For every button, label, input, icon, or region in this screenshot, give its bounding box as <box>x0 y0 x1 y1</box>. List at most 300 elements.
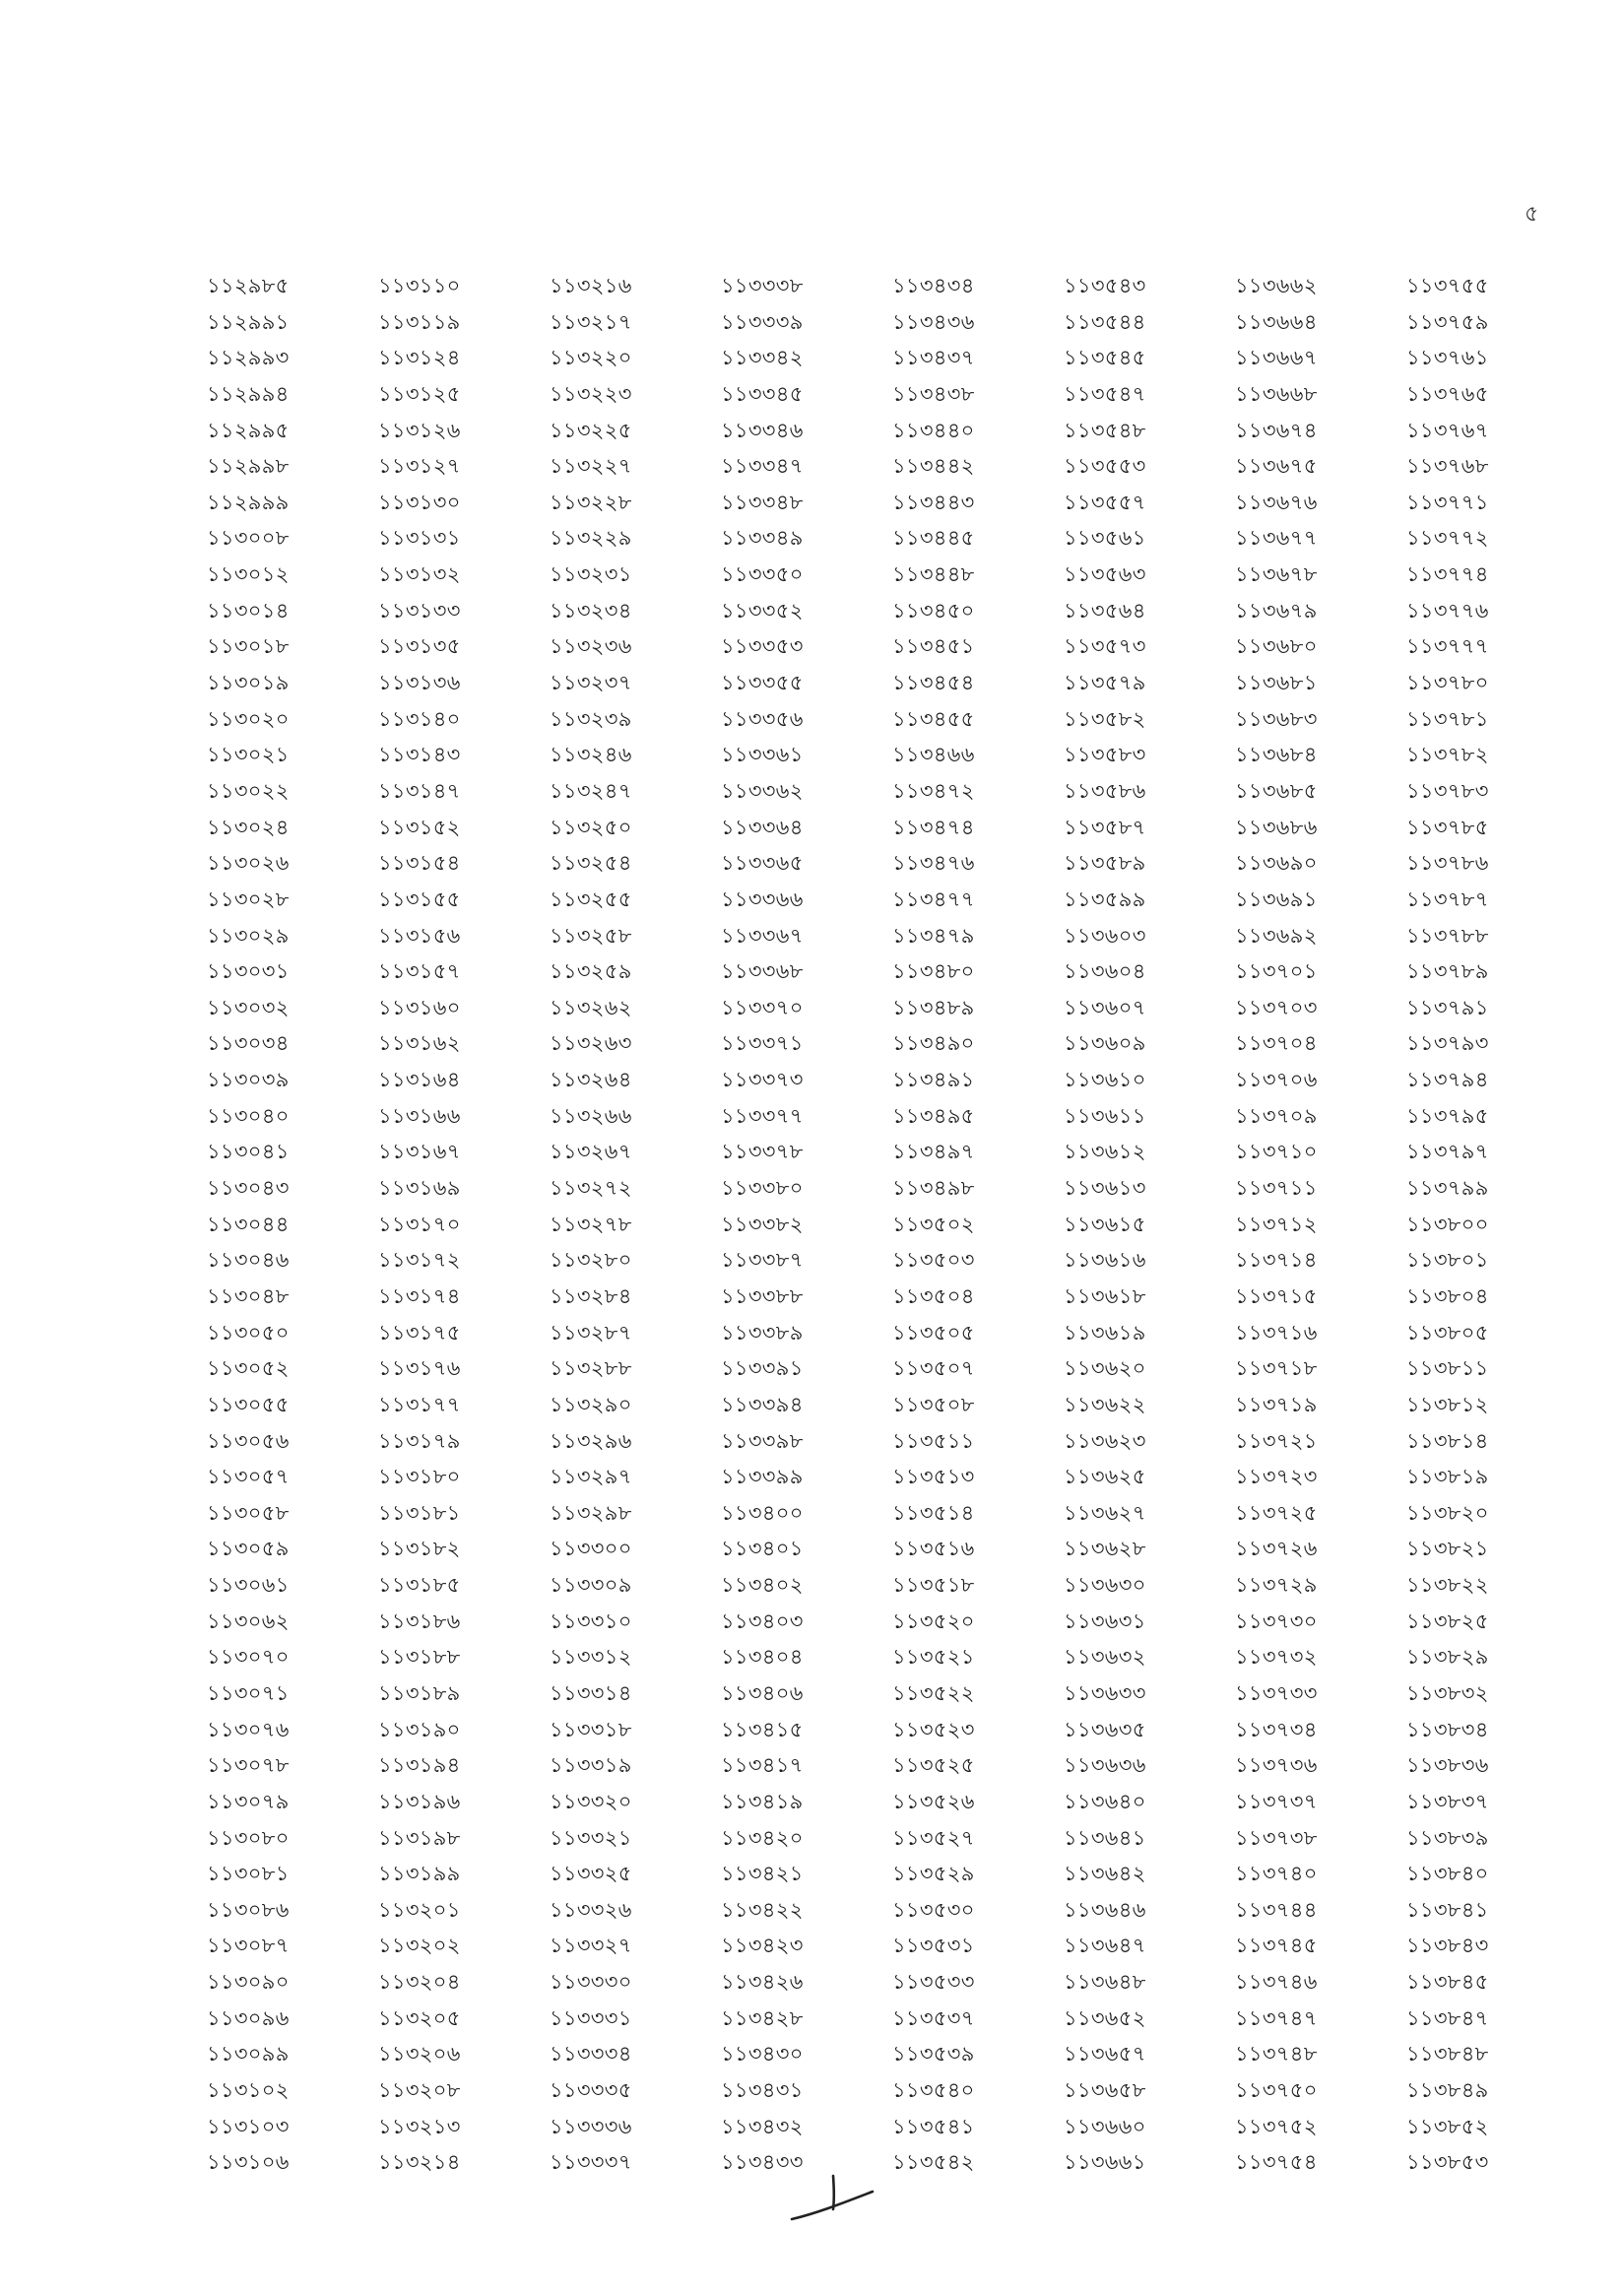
roll-number: ১১৩৩৫২ <box>721 598 804 623</box>
roll-number: ১১৩৩৬৪ <box>721 815 804 839</box>
roll-number: ১১৩৭৮৩ <box>1406 778 1489 803</box>
roll-number: ১১৩৮০১ <box>1406 1248 1489 1273</box>
roll-number: ১১৩৪৪২ <box>892 454 975 479</box>
roll-number: ১১৩২৪৬ <box>550 743 632 767</box>
roll-number: ১১৩৪২২ <box>721 1897 804 1922</box>
roll-number: ১১৩৭৪৬ <box>1235 1970 1318 1995</box>
roll-number: ১১৩১১০ <box>378 274 461 297</box>
roll-number: ১১৩৫১৩ <box>892 1465 975 1489</box>
roll-number: ১১৩১৮৫ <box>378 1573 461 1598</box>
roll-number: ১১৩৮৩৪ <box>1406 1717 1489 1741</box>
roll-number: ১১৩০৫০ <box>207 1320 290 1345</box>
roll-number: ১১৩২৬২ <box>550 995 632 1019</box>
roll-number: ১১৩০৩২ <box>207 995 290 1019</box>
roll-number: ১১৩০২১ <box>207 743 290 767</box>
roll-number: ১১৩২৭৮ <box>550 1212 632 1236</box>
roll-number: ১১৩৩১৪ <box>550 1680 632 1705</box>
roll-number: ১১৩৭১২ <box>1235 1212 1318 1236</box>
roll-number: ১১৩০৪৩ <box>207 1176 290 1201</box>
roll-number: ১১৩৪৪৮ <box>892 562 975 587</box>
roll-number: ১১৩৭৬৮ <box>1406 454 1489 479</box>
roll-number: ১১৩১৮১ <box>378 1500 461 1525</box>
roll-number: ১১৩২১৪ <box>378 2150 461 2175</box>
roll-number: ১১৩২৮৪ <box>550 1283 632 1308</box>
roll-number: ১১৩২১৬ <box>550 274 632 297</box>
roll-number: ১১৩৩৭০ <box>721 995 804 1019</box>
roll-number: ১১৩২১৩ <box>378 2114 461 2138</box>
roll-number: ১১৩৩৯৯ <box>721 1465 804 1489</box>
roll-number: ১১২৯৯৮ <box>207 454 290 479</box>
roll-number: ১১৩৬৬০ <box>1064 2114 1146 2138</box>
roll-number: ১১৩৫৭৩ <box>1064 634 1146 659</box>
roll-number: ১১৩২৯৭ <box>550 1465 632 1489</box>
roll-number: ১১৩১০২ <box>207 2078 290 2103</box>
roll-number: ১১৩৭৯৩ <box>1406 1031 1489 1056</box>
roll-number: ১১৩৮৪৮ <box>1406 2042 1489 2066</box>
roll-number: ১১৩৭৯৯ <box>1406 1176 1489 1201</box>
roll-number: ১১৩৬৮৪ <box>1235 743 1318 767</box>
roll-number: ১১৩৩৭৩ <box>721 1068 804 1092</box>
roll-number: ১১৩৮৪৩ <box>1406 1934 1489 1958</box>
roll-number: ১১৩৪৩৭ <box>892 346 975 370</box>
roll-number: ১১৩২০৬ <box>378 2042 461 2066</box>
results-column-7 <box>1235 268 1406 2181</box>
results-column-1 <box>207 268 378 2181</box>
roll-number: ১১৩৮০৪ <box>1406 1283 1489 1308</box>
roll-number: ১১৩১২৫ <box>378 381 461 406</box>
roll-number: ১১৩৬০৪ <box>1064 959 1146 984</box>
roll-number: ১১৩১৯০ <box>378 1717 461 1741</box>
roll-number: ১১৩৮১২ <box>1406 1392 1489 1416</box>
roll-number: ১১৩১৪৩ <box>378 743 461 767</box>
roll-number: ১১৩৫৮৬ <box>1064 778 1146 803</box>
roll-number: ১১৩৩৬৭ <box>721 923 804 948</box>
roll-number: ১১৩০৩৯ <box>207 1068 290 1092</box>
roll-number: ১১৩৬৪৮ <box>1064 1970 1146 1995</box>
roll-number: ১১৩৮৩৯ <box>1406 1825 1489 1850</box>
roll-number: ১১৩৭৮৫ <box>1406 815 1489 839</box>
roll-number: ১১৩৭৩২ <box>1235 1645 1318 1670</box>
roll-number: ১১৩৭৭৬ <box>1406 598 1489 623</box>
roll-number: ১১৩২২৫ <box>550 418 632 442</box>
roll-number: ১১৩৭৪৫ <box>1235 1934 1318 1958</box>
roll-number: ১১৩৭৬৫ <box>1406 381 1489 406</box>
roll-number: ১১৩৪২১ <box>721 1862 804 1886</box>
roll-number: ১১৩৪৯৮ <box>892 1176 975 1201</box>
roll-number: ১১৩৭০১ <box>1235 959 1318 984</box>
roll-number: ১১৩৩৯৪ <box>721 1392 804 1416</box>
roll-number: ১১৩৮০০ <box>1406 1212 1489 1236</box>
roll-number: ১১৩৩৩১ <box>550 2005 632 2030</box>
roll-number: ১১৩১৫৪ <box>378 851 461 876</box>
roll-number: ১১৩৮২২ <box>1406 1573 1489 1598</box>
roll-number: ১১৩১৮৬ <box>378 1608 461 1633</box>
roll-number: ১১৩৭২৯ <box>1235 1573 1318 1598</box>
roll-number: ১১৩৬২৩ <box>1064 1428 1146 1453</box>
roll-number: ১১৩৮২১ <box>1406 1537 1489 1561</box>
roll-number: ১১৩১৭৭ <box>378 1392 461 1416</box>
roll-number: ১১৩৪৪৫ <box>892 526 975 551</box>
roll-number: ১১৩৬২০ <box>1064 1356 1146 1381</box>
roll-number: ১১৩০৪১ <box>207 1140 290 1164</box>
roll-number: ১১৩৭৫০ <box>1235 2078 1318 2103</box>
roll-number: ১১৩৭৮২ <box>1406 743 1489 767</box>
roll-number: ১১৩৫২৫ <box>892 1753 975 1778</box>
roll-number: ১১৩৭১৯ <box>1235 1392 1318 1416</box>
roll-number: ১১৩২৯৬ <box>550 1428 632 1453</box>
roll-number: ১১৩০২৯ <box>207 923 290 948</box>
roll-number: ১১৩১৫২ <box>378 815 461 839</box>
roll-number: ১১৩১৬৭ <box>378 1140 461 1164</box>
roll-number: ১১৩১৩২ <box>378 562 461 587</box>
roll-number: ১১৩৩৫৫ <box>721 671 804 695</box>
roll-number: ১১৩৪০৩ <box>721 1608 804 1633</box>
roll-number: ১১৩৫১৮ <box>892 1573 975 1598</box>
roll-number: ১১৩৮৩২ <box>1406 1680 1489 1705</box>
roll-number: ১১৩৬৭৫ <box>1235 454 1318 479</box>
roll-number: ১১৩৬১১ <box>1064 1103 1146 1128</box>
roll-number: ১১৩৬৭৪ <box>1235 418 1318 442</box>
roll-number: ১১৩২০৪ <box>378 1970 461 1995</box>
roll-number: ১১৩৪০১ <box>721 1537 804 1561</box>
roll-number: ১১৩৬৫৮ <box>1064 2078 1146 2103</box>
roll-number: ১১৩৭২১ <box>1235 1428 1318 1453</box>
roll-number: ১১৩৩৮৭ <box>721 1248 804 1273</box>
roll-number: ১১৩৫০৭ <box>892 1356 975 1381</box>
roll-number: ১১৩৭৭২ <box>1406 526 1489 551</box>
roll-number: ১১৩৫৮২ <box>1064 706 1146 731</box>
roll-number: ১১৩০৮০ <box>207 1825 290 1850</box>
roll-number: ১১৩৩২১ <box>550 1825 632 1850</box>
roll-number: ১১৩৪৪৩ <box>892 490 975 514</box>
roll-number: ১১৩৪৩৪ <box>892 274 975 297</box>
roll-number: ১১৩২৩৭ <box>550 671 632 695</box>
roll-number: ১১৩৪২৮ <box>721 2005 804 2030</box>
roll-number: ১১৩৫৯৯ <box>1064 886 1146 911</box>
roll-number: ১১৩৭৩৪ <box>1235 1717 1318 1741</box>
roll-number: ১১৩৭৩৬ <box>1235 1753 1318 1778</box>
roll-number: ১১৩১৩০ <box>378 490 461 514</box>
roll-number: ১১৩৬৩৫ <box>1064 1717 1146 1741</box>
roll-number: ১১৩৭৩৭ <box>1235 1789 1318 1813</box>
roll-number: ১১৩৭৫৯ <box>1406 309 1489 334</box>
roll-number: ১১৩২২৭ <box>550 454 632 479</box>
roll-number: ১১৩৩৫০ <box>721 562 804 587</box>
roll-number: ১১৩০৯০ <box>207 1970 290 1995</box>
roll-number: ১১৩০৩৪ <box>207 1031 290 1056</box>
roll-number: ১১৩৭৩৮ <box>1235 1825 1318 1850</box>
roll-number: ১১৩৩৪৯ <box>721 526 804 551</box>
roll-number: ১১৩৩৩৬ <box>550 2114 632 2138</box>
roll-number: ১১৩৩১৯ <box>550 1753 632 1778</box>
roll-number: ১১৩১৩৩ <box>378 598 461 623</box>
roll-number: ১১৩০৪৮ <box>207 1283 290 1308</box>
roll-number: ১১৩৫৮৩ <box>1064 743 1146 767</box>
roll-number: ১১৩০৪০ <box>207 1103 290 1128</box>
roll-number: ১১৩৪১৫ <box>721 1717 804 1741</box>
roll-number: ১১৩৫২৭ <box>892 1825 975 1850</box>
roll-number: ১১৩৭১৫ <box>1235 1283 1318 1308</box>
roll-number: ১১৩১৫৭ <box>378 959 461 984</box>
roll-number: ১১৩৭৫৪ <box>1235 2150 1318 2175</box>
roll-number: ১১৩৬৮০ <box>1235 634 1318 659</box>
roll-number: ১১৩৫০৩ <box>892 1248 975 1273</box>
roll-number: ১১৩৭৫২ <box>1235 2114 1318 2138</box>
roll-number: ১১৩০১৯ <box>207 671 290 695</box>
roll-number: ১১৩৬১৫ <box>1064 1212 1146 1236</box>
roll-number: ১১৩৬৭৬ <box>1235 490 1318 514</box>
roll-number: ১১৩০২২ <box>207 778 290 803</box>
roll-number: ১১৩০৮৭ <box>207 1934 290 1958</box>
roll-number: ১১৩২৩৬ <box>550 634 632 659</box>
roll-number: ১১৩৬০৯ <box>1064 1031 1146 1056</box>
roll-number: ১১৩২২৩ <box>550 381 632 406</box>
roll-number: ১১৩২১৭ <box>550 309 632 334</box>
roll-number: ১১৩৪১৯ <box>721 1789 804 1813</box>
roll-number: ১১৩০৭৯ <box>207 1789 290 1813</box>
roll-number: ১১৩২২০ <box>550 346 632 370</box>
roll-number: ১১৩৭২৩ <box>1235 1465 1318 1489</box>
roll-number: ১১৩২৬৭ <box>550 1140 632 1164</box>
roll-number: ১১৩১৪০ <box>378 706 461 731</box>
roll-number: ১১৩৪৩৬ <box>892 309 975 334</box>
roll-number: ১১৩১০৬ <box>207 2150 290 2175</box>
roll-number: ১১৩৬৪০ <box>1064 1789 1146 1813</box>
roll-number: ১১৩৬১৬ <box>1064 1248 1146 1273</box>
results-grid <box>207 268 1578 2181</box>
roll-number: ১১৩৮৩৬ <box>1406 1753 1489 1778</box>
roll-number: ১১৩৫০৫ <box>892 1320 975 1345</box>
roll-number: ১১৩৩৬৮ <box>721 959 804 984</box>
roll-number: ১১৩৫১১ <box>892 1428 975 1453</box>
roll-number: ১১৩০৭৮ <box>207 1753 290 1778</box>
roll-number: ১১৩৫৩৩ <box>892 1970 975 1995</box>
roll-number: ১১৩৭৭১ <box>1406 490 1489 514</box>
roll-number: ১১৩৪৯৫ <box>892 1103 975 1128</box>
roll-number: ১১৩৬১২ <box>1064 1140 1146 1164</box>
roll-number: ১১৩১৯৪ <box>378 1753 461 1778</box>
roll-number: ১১৩৬১৯ <box>1064 1320 1146 1345</box>
roll-number: ১১৩১৩৬ <box>378 671 461 695</box>
roll-number: ১১৩৪৭৬ <box>892 851 975 876</box>
roll-number: ১১৩১৭০ <box>378 1212 461 1236</box>
roll-number: ১১৩৬৬১ <box>1064 2150 1146 2175</box>
roll-number: ১১৩০৪৬ <box>207 1248 290 1273</box>
roll-number: ১১৩৪৯০ <box>892 1031 975 1056</box>
roll-number: ১১৩২৫৫ <box>550 886 632 911</box>
roll-number: ১১৩১৭৬ <box>378 1356 461 1381</box>
roll-number: ১১৩৫০২ <box>892 1212 975 1236</box>
roll-number: ১১৩৬১৩ <box>1064 1176 1146 1201</box>
roll-number: ১১৩৬৭৯ <box>1235 598 1318 623</box>
roll-number: ১১৩৫৬১ <box>1064 526 1146 551</box>
roll-number: ১১৩৪০২ <box>721 1573 804 1598</box>
roll-number: ১১৩১০৩ <box>207 2114 290 2138</box>
roll-number: ১১৩২৫৯ <box>550 959 632 984</box>
roll-number: ১১৩৬৬৮ <box>1235 381 1318 406</box>
roll-number: ১১৩৭১৪ <box>1235 1248 1318 1273</box>
roll-number: ১১৩৭৭৭ <box>1406 634 1489 659</box>
roll-number: ১১৩৩৮২ <box>721 1212 804 1236</box>
roll-number: ১১৩৫০৪ <box>892 1283 975 1308</box>
roll-number: ১১২৯৮৫ <box>207 274 290 297</box>
roll-number: ১১৩০৮১ <box>207 1862 290 1886</box>
roll-number: ১১৩৬৩৩ <box>1064 1680 1146 1705</box>
roll-number: ১১৩০১২ <box>207 562 290 587</box>
roll-number: ১১৩৭৬৭ <box>1406 418 1489 442</box>
roll-number: ১১৩৭৮১ <box>1406 706 1489 731</box>
roll-number: ১১৩৬৭৭ <box>1235 526 1318 551</box>
roll-number: ১১৩১৮৮ <box>378 1645 461 1670</box>
roll-number: ১১৩২৮০ <box>550 1248 632 1273</box>
roll-number: ১১৩৩৯১ <box>721 1356 804 1381</box>
roll-number: ১১৩৭১৬ <box>1235 1320 1318 1345</box>
roll-number: ১১৩৬৯০ <box>1235 851 1318 876</box>
roll-number: ১১৩৮৪০ <box>1406 1862 1489 1886</box>
roll-number: ১১৩৫৮৯ <box>1064 851 1146 876</box>
roll-number: ১১৩৭১০ <box>1235 1140 1318 1164</box>
roll-number: ১১৩৩৮৯ <box>721 1320 804 1345</box>
roll-number: ১১৩০৮৬ <box>207 1897 290 1922</box>
roll-number: ১১৩৪৮০ <box>892 959 975 984</box>
roll-number: ১১৩৭৯৫ <box>1406 1103 1489 1128</box>
roll-number: ১১৩৫৩৯ <box>892 2042 975 2066</box>
roll-number: ১১৩৮১৪ <box>1406 1428 1489 1453</box>
roll-number: ১১৩৪৫১ <box>892 634 975 659</box>
roll-number: ১১৩৩৩৮ <box>721 274 804 297</box>
roll-number: ১১৩৩৩৭ <box>550 2150 632 2175</box>
roll-number: ১১৩৪৭৭ <box>892 886 975 911</box>
roll-number: ১১৩৬৬৭ <box>1235 346 1318 370</box>
roll-number: ১১৩২৪৭ <box>550 778 632 803</box>
roll-number: ১১৩৮৪৭ <box>1406 2005 1489 2030</box>
roll-number: ১১৩৪৩২ <box>721 2114 804 2138</box>
roll-number: ১১৩৭৮৮ <box>1406 923 1489 948</box>
roll-number: ১১৩৬৮৩ <box>1235 706 1318 731</box>
roll-number: ১১৩৬৭৮ <box>1235 562 1318 587</box>
roll-number: ১১৩১৬৬ <box>378 1103 461 1128</box>
roll-number: ১১৩৩৭৭ <box>721 1103 804 1128</box>
roll-number: ১১৩৫৫৭ <box>1064 490 1146 514</box>
roll-number: ১১৩৬৮১ <box>1235 671 1318 695</box>
roll-number: ১১৩৪২৬ <box>721 1970 804 1995</box>
roll-number: ১১৩৩৪৬ <box>721 418 804 442</box>
roll-number: ১১২৯৯৩ <box>207 346 290 370</box>
roll-number: ১১৩২৯৮ <box>550 1500 632 1525</box>
roll-number: ১১৩৭০৬ <box>1235 1068 1318 1092</box>
roll-number: ১১৩২০১ <box>378 1897 461 1922</box>
roll-number: ১১৩০৫৯ <box>207 1537 290 1561</box>
roll-number: ১১৩২৭২ <box>550 1176 632 1201</box>
roll-number: ১১৩৪৭২ <box>892 778 975 803</box>
roll-number: ১১৩২৫৪ <box>550 851 632 876</box>
roll-number: ১১৩৩২৬ <box>550 1897 632 1922</box>
roll-number: ১১৩৬৪৭ <box>1064 1934 1146 1958</box>
roll-number: ১১৩০৫৭ <box>207 1465 290 1489</box>
roll-number: ১১৩৬৩৬ <box>1064 1753 1146 1778</box>
roll-number: ১১৩৩২৫ <box>550 1862 632 1886</box>
roll-number: ১১৩১৬৯ <box>378 1176 461 1201</box>
roll-number: ১১৩২৯০ <box>550 1392 632 1416</box>
roll-number: ১১৩৮৫২ <box>1406 2114 1489 2138</box>
roll-number: ১১৩২০২ <box>378 1934 461 1958</box>
roll-number: ১১৩৭৩৩ <box>1235 1680 1318 1705</box>
roll-number: ১১৩১৫৬ <box>378 923 461 948</box>
roll-number: ১১৩৭৮৭ <box>1406 886 1489 911</box>
roll-number: ১১৩৬২৭ <box>1064 1500 1146 1525</box>
roll-number: ১১৩১৮০ <box>378 1465 461 1489</box>
roll-number: ১১৩৮০৫ <box>1406 1320 1489 1345</box>
roll-number: ১১৩৫৭৯ <box>1064 671 1146 695</box>
roll-number: ১১৩৩৩০ <box>550 1970 632 1995</box>
roll-number: ১১৩৩৩৪ <box>550 2042 632 2066</box>
roll-number: ১১৩১৯৮ <box>378 1825 461 1850</box>
roll-number: ১১৩০৫৮ <box>207 1500 290 1525</box>
roll-number: ১১৩৩১৮ <box>550 1717 632 1741</box>
roll-number: ১১৩৭১১ <box>1235 1176 1318 1201</box>
roll-number: ১১৩৫২৯ <box>892 1862 975 1886</box>
roll-number: ১১৩৭৭৪ <box>1406 562 1489 587</box>
roll-number: ১১৩৬২২ <box>1064 1392 1146 1416</box>
roll-number: ১১৩৭৫৫ <box>1406 274 1489 297</box>
roll-number: ১১৩৩৩৯ <box>721 309 804 334</box>
roll-number: ১১৩৩৮৮ <box>721 1283 804 1308</box>
roll-number: ১১৩৬৩০ <box>1064 1573 1146 1598</box>
roll-number: ১১৩৫৪৩ <box>1064 274 1146 297</box>
roll-number: ১১৩৬৪১ <box>1064 1825 1146 1850</box>
roll-number: ১১৩৩০৯ <box>550 1573 632 1598</box>
roll-number: ১১৩৫৪৫ <box>1064 346 1146 370</box>
roll-number: ১১৩৮১৯ <box>1406 1465 1489 1489</box>
roll-number: ১১৩৬৮৬ <box>1235 815 1318 839</box>
roll-number: ১১৩৪৫৪ <box>892 671 975 695</box>
roll-number: ১১৩৭৪৭ <box>1235 2005 1318 2030</box>
roll-number: ১১৩৮৫৩ <box>1406 2150 1489 2175</box>
roll-number: ১১৩১১৯ <box>378 309 461 334</box>
roll-number: ১১৩৭২৬ <box>1235 1537 1318 1561</box>
roll-number: ১১৩৮৪৯ <box>1406 2078 1489 2103</box>
roll-number: ১১৩১৬২ <box>378 1031 461 1056</box>
roll-number: ১১৩১৮২ <box>378 1537 461 1561</box>
roll-number: ১১৩২৩৯ <box>550 706 632 731</box>
roll-number: ১১৩৫৩১ <box>892 1934 975 1958</box>
roll-number: ১১৩৪৩০ <box>721 2042 804 2066</box>
roll-number: ১১৩৪২০ <box>721 1825 804 1850</box>
roll-number: ১১৩৮১১ <box>1406 1356 1489 1381</box>
roll-number: ১১৩৫৪৪ <box>1064 309 1146 334</box>
roll-number: ১১৩৫৪১ <box>892 2114 975 2138</box>
roll-number: ১১৩৩৩৫ <box>550 2078 632 2103</box>
roll-number: ১১৩৩৭৮ <box>721 1140 804 1164</box>
roll-number: ১১৩৭৬১ <box>1406 346 1489 370</box>
roll-number: ১১৩৫৩৭ <box>892 2005 975 2030</box>
roll-number: ১১৩৬২৮ <box>1064 1537 1146 1561</box>
roll-number: ১১৩১৫৫ <box>378 886 461 911</box>
roll-number: ১১৩৭০৩ <box>1235 995 1318 1019</box>
roll-number: ১১৩০৭০ <box>207 1645 290 1670</box>
roll-number: ১১৩৪৮৯ <box>892 995 975 1019</box>
roll-number: ১১৩৩২৭ <box>550 1934 632 1958</box>
roll-number: ১১৩৪১৭ <box>721 1753 804 1778</box>
roll-number: ১১৩৪৪০ <box>892 418 975 442</box>
roll-number: ১১৩৪৭৯ <box>892 923 975 948</box>
roll-number: ১১৩৮৪১ <box>1406 1897 1489 1922</box>
roll-number: ১১৩৪৭৪ <box>892 815 975 839</box>
roll-number: ১১৩৭২৫ <box>1235 1500 1318 1525</box>
roll-number: ১১৩৮৪৫ <box>1406 1970 1489 1995</box>
roll-number: ১১৩৩৯৮ <box>721 1428 804 1453</box>
roll-number: ১১৩৫২৬ <box>892 1789 975 1813</box>
